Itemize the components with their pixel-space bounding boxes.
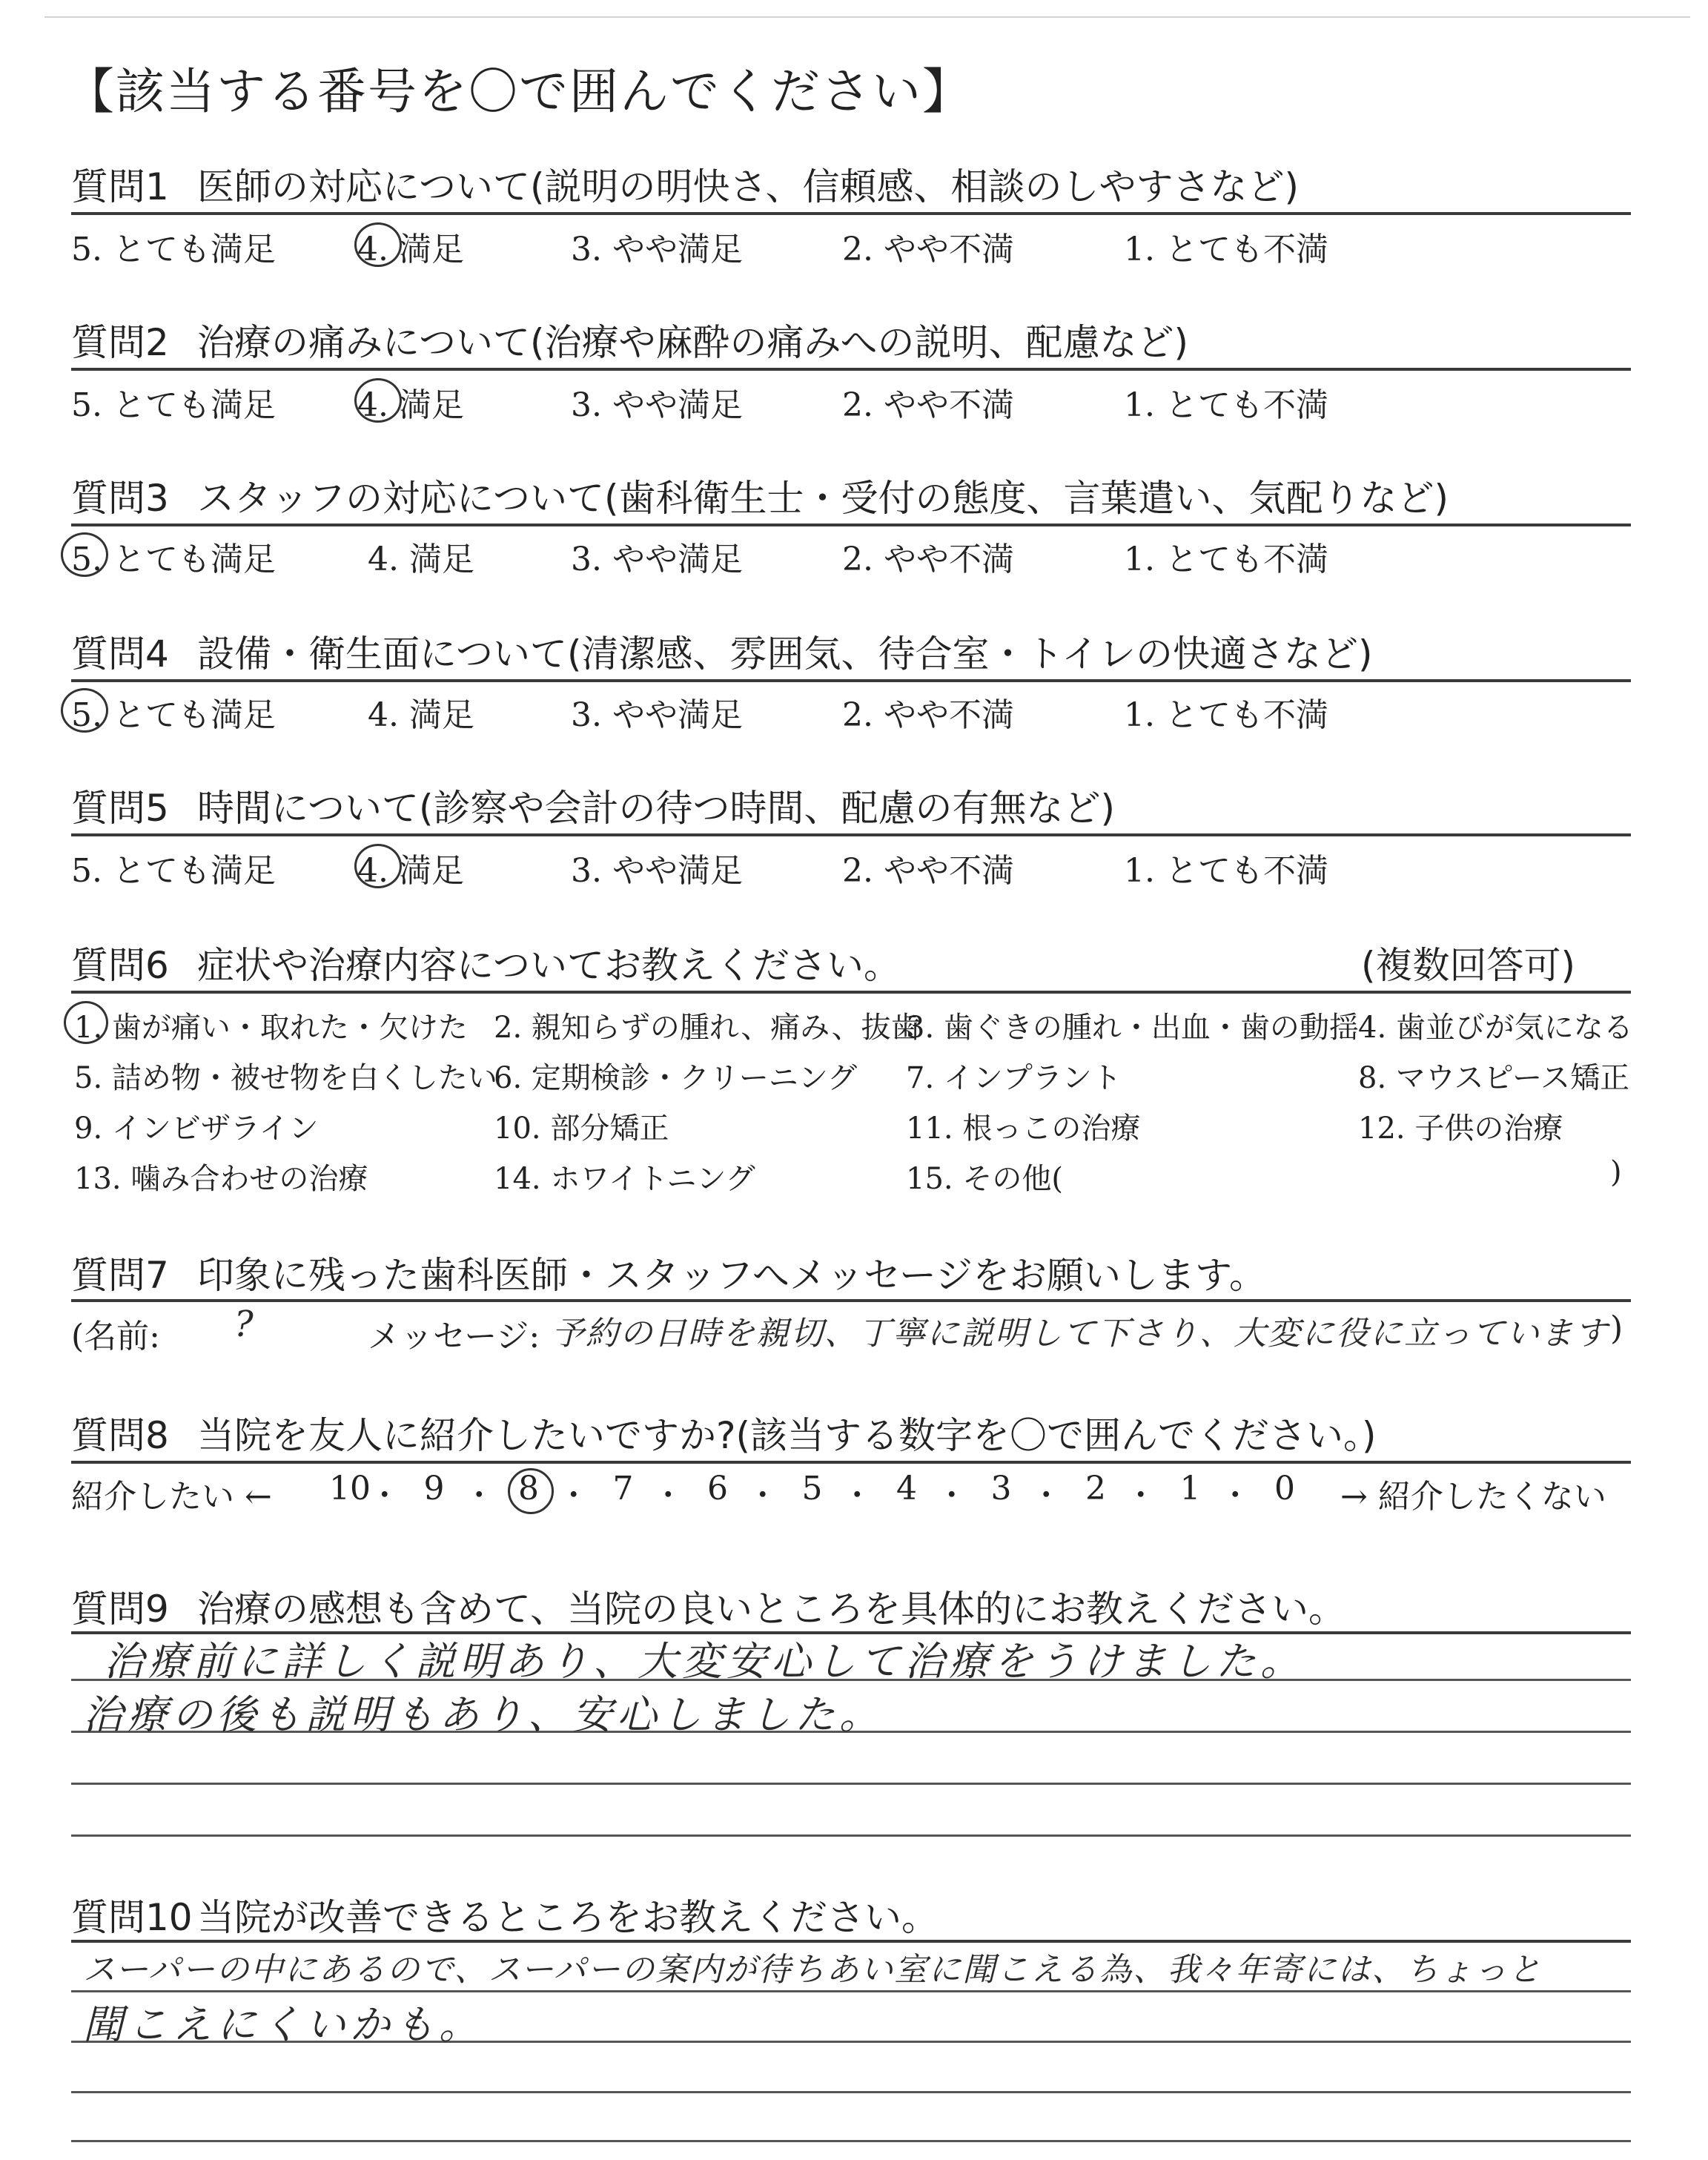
- answer-line: [71, 1783, 1631, 1785]
- scale-separator: ・: [368, 1477, 400, 1513]
- recommend-score-4[interactable]: 4: [896, 1470, 917, 1507]
- selection-circle: [354, 222, 402, 267]
- symptom-option[interactable]: 4. 歯並びが気になる: [1358, 1011, 1633, 1045]
- selection-circle: [508, 1468, 554, 1514]
- symptom-option[interactable]: 2. 親知らずの腫れ、痛み、抜歯: [494, 1011, 921, 1045]
- question-4: [71, 624, 1373, 678]
- question-number: 質問10: [71, 1896, 193, 1939]
- selection-circle: [354, 844, 402, 888]
- multiple-answers-note: (複数回答可): [1361, 944, 1576, 987]
- option-5[interactable]: 5. とても満足: [71, 231, 276, 268]
- option-2[interactable]: 2. やや不満: [842, 541, 1014, 578]
- option-4[interactable]: 4. 満足: [368, 696, 474, 734]
- divider: [71, 1461, 1631, 1464]
- question-6: [71, 936, 901, 989]
- symptom-option[interactable]: 15. その他(: [906, 1162, 1063, 1196]
- scale-separator: ・: [652, 1477, 684, 1513]
- question-text: 時間について(診察や会計の待つ時間、配慮の有無など): [197, 787, 1116, 830]
- option-2[interactable]: 2. やや不満: [842, 386, 1014, 424]
- option-5[interactable]: 5. とても満足: [71, 541, 276, 578]
- recommend-left-label: 紹介したい ←: [71, 1478, 272, 1516]
- option-1[interactable]: 1. とても不満: [1124, 541, 1328, 578]
- scale-separator: ・: [936, 1477, 967, 1513]
- recommend-score-7[interactable]: 7: [612, 1470, 634, 1507]
- question-number: 質問6: [71, 944, 169, 987]
- symptom-option[interactable]: 1. 歯が痛い・取れた・欠けた: [74, 1011, 468, 1045]
- question-9: [71, 1579, 1345, 1633]
- scale-separator: ・: [557, 1477, 589, 1513]
- option-4[interactable]: 4. 満足: [368, 541, 474, 578]
- option-2[interactable]: 2. やや不満: [842, 696, 1014, 734]
- option-3[interactable]: 3. やや満足: [571, 852, 743, 890]
- option-2[interactable]: 2. やや不満: [842, 852, 1014, 890]
- recommend-score-0[interactable]: 0: [1274, 1470, 1295, 1507]
- question-5: [71, 779, 1115, 832]
- symptom-option[interactable]: 9. インビザライン: [74, 1112, 319, 1146]
- option-1[interactable]: 1. とても不満: [1124, 696, 1328, 734]
- answer-text-line-1[interactable]: スーパーの中にあるので、スーパーの案内が待ちあい室に聞こえる為、我々年寄には、ちょっと: [83, 1951, 1543, 1989]
- divider: [71, 212, 1631, 215]
- option-1[interactable]: 1. とても不満: [1124, 852, 1328, 890]
- symptom-option[interactable]: 13. 噛み合わせの治療: [74, 1162, 368, 1196]
- answer-line: [71, 2091, 1631, 2093]
- question-text: スタッフの対応について(歯科衛生士・受付の態度、言葉遣い、気配りなど): [197, 477, 1449, 520]
- message-close-paren: ): [1610, 1309, 1623, 1347]
- answer-line: [71, 1834, 1631, 1837]
- question-text: 症状や治療内容についてお教えください。: [197, 944, 901, 987]
- symptom-option[interactable]: 10. 部分矯正: [494, 1112, 669, 1146]
- symptom-option[interactable]: 14. ホワイトニング: [494, 1162, 755, 1196]
- scale-separator: ・: [463, 1477, 495, 1513]
- divider: [71, 833, 1631, 836]
- message-label: メッセージ:: [368, 1318, 540, 1355]
- option-1[interactable]: 1. とても不満: [1124, 386, 1328, 424]
- answer-text-line-2[interactable]: 聞こえにくいかも。: [83, 2001, 483, 2048]
- recommend-score-8[interactable]: 8: [518, 1470, 539, 1507]
- recommend-score-9[interactable]: 9: [423, 1470, 445, 1507]
- option-5[interactable]: 5. とても満足: [71, 386, 276, 424]
- symptom-option[interactable]: 12. 子供の治療: [1358, 1112, 1563, 1146]
- question-text: 設備・衛生面について(清潔感、雰囲気、待合室・トイレの快適さなど): [197, 633, 1373, 676]
- option-3[interactable]: 3. やや満足: [571, 696, 743, 734]
- option-3[interactable]: 3. やや満足: [571, 231, 743, 268]
- recommend-score-10[interactable]: 10: [329, 1470, 371, 1507]
- selection-circle: [354, 378, 402, 423]
- question-text: 医師の対応について(説明の明快さ、信頼感、相談のしやすさなど): [197, 165, 1300, 208]
- other-close-paren: ): [1610, 1155, 1622, 1189]
- symptom-option[interactable]: 11. 根っこの治療: [906, 1112, 1141, 1146]
- symptom-option[interactable]: 7. インプラント: [906, 1061, 1122, 1095]
- question-text: 治療の痛みについて(治療や麻酔の痛みへの説明、配慮など): [197, 321, 1189, 364]
- option-4[interactable]: 4. 満足: [357, 852, 464, 890]
- option-1[interactable]: 1. とても不満: [1124, 231, 1328, 268]
- question-2: [71, 313, 1188, 366]
- recommend-score-2[interactable]: 2: [1085, 1470, 1106, 1507]
- question-3: [71, 469, 1449, 522]
- scale-separator: ・: [1219, 1477, 1251, 1513]
- symptom-option[interactable]: 6. 定期検診・クリーニング: [494, 1061, 858, 1095]
- answer-line: [71, 1990, 1631, 1992]
- question-number: 質問1: [71, 165, 169, 208]
- option-2[interactable]: 2. やや不満: [842, 231, 1014, 268]
- question-number: 質問9: [71, 1588, 169, 1631]
- option-4[interactable]: 4. 満足: [357, 231, 464, 268]
- symptom-option[interactable]: 8. マウスピース矯正: [1358, 1061, 1630, 1095]
- symptom-option[interactable]: 5. 詰め物・被せ物を白くしたい: [74, 1061, 497, 1095]
- option-5[interactable]: 5. とても満足: [71, 696, 276, 734]
- divider: [71, 1299, 1631, 1302]
- option-3[interactable]: 3. やや満足: [571, 541, 743, 578]
- recommend-score-6[interactable]: 6: [707, 1470, 728, 1507]
- question-1: [71, 157, 1299, 211]
- answer-text-line-2[interactable]: 治療の後も説明もあり、安心しました。: [83, 1691, 884, 1738]
- option-5[interactable]: 5. とても満足: [71, 852, 276, 890]
- divider: [71, 524, 1631, 526]
- name-value[interactable]: ?: [234, 1304, 258, 1345]
- question-text: 当院が改善できるところをお教えください。: [197, 1896, 939, 1939]
- name-label: (名前:: [71, 1318, 160, 1355]
- scale-separator: ・: [747, 1477, 778, 1513]
- scan-top-edge: [44, 16, 1690, 18]
- question-text: 当院を友人に紹介したいですか?(該当する数字を〇で囲んでください。): [197, 1414, 1377, 1457]
- recommend-score-1[interactable]: 1: [1179, 1470, 1201, 1507]
- question-10: [71, 1888, 939, 1941]
- selection-circle: [61, 532, 108, 577]
- divider: [71, 991, 1631, 994]
- scale-separator: ・: [1125, 1477, 1156, 1513]
- recommend-right-label: → 紹介したくない: [1340, 1478, 1606, 1516]
- question-number: 質問8: [71, 1414, 169, 1457]
- question-number: 質問3: [71, 477, 169, 520]
- option-3[interactable]: 3. やや満足: [571, 386, 743, 424]
- selection-circle: [61, 688, 108, 733]
- form-title: 【該当する番号を〇で囲んでください】: [65, 63, 973, 120]
- message-value[interactable]: 予約の日時を親切、丁寧に説明して下さり、大変に役に立っています: [552, 1315, 1609, 1353]
- symptom-option[interactable]: 3. 歯ぐきの腫れ・出血・歯の動揺: [906, 1011, 1359, 1045]
- question-number: 質問4: [71, 633, 169, 676]
- question-7: [71, 1246, 1266, 1299]
- scale-separator: ・: [1030, 1477, 1062, 1513]
- option-4[interactable]: 4. 満足: [357, 386, 464, 424]
- divider: [71, 679, 1631, 682]
- divider: [71, 368, 1631, 371]
- answer-text-line-1[interactable]: 治療前に詳しく説明あり、大変安心して治療をうけました。: [104, 1638, 1305, 1685]
- selection-circle: [64, 1001, 108, 1044]
- answer-line: [71, 2140, 1631, 2142]
- recommend-score-3[interactable]: 3: [990, 1470, 1012, 1507]
- question-number: 質問7: [71, 1254, 169, 1297]
- recommend-score-5[interactable]: 5: [801, 1470, 823, 1507]
- scale-separator: ・: [841, 1477, 873, 1513]
- question-number: 質問2: [71, 321, 169, 364]
- question-8: [71, 1406, 1377, 1459]
- question-text: 印象に残った歯科医師・スタッフへメッセージをお願いします。: [197, 1254, 1266, 1297]
- question-number: 質問5: [71, 787, 169, 830]
- question-text: 治療の感想も含めて、当院の良いところを具体的にお教えください。: [197, 1588, 1345, 1631]
